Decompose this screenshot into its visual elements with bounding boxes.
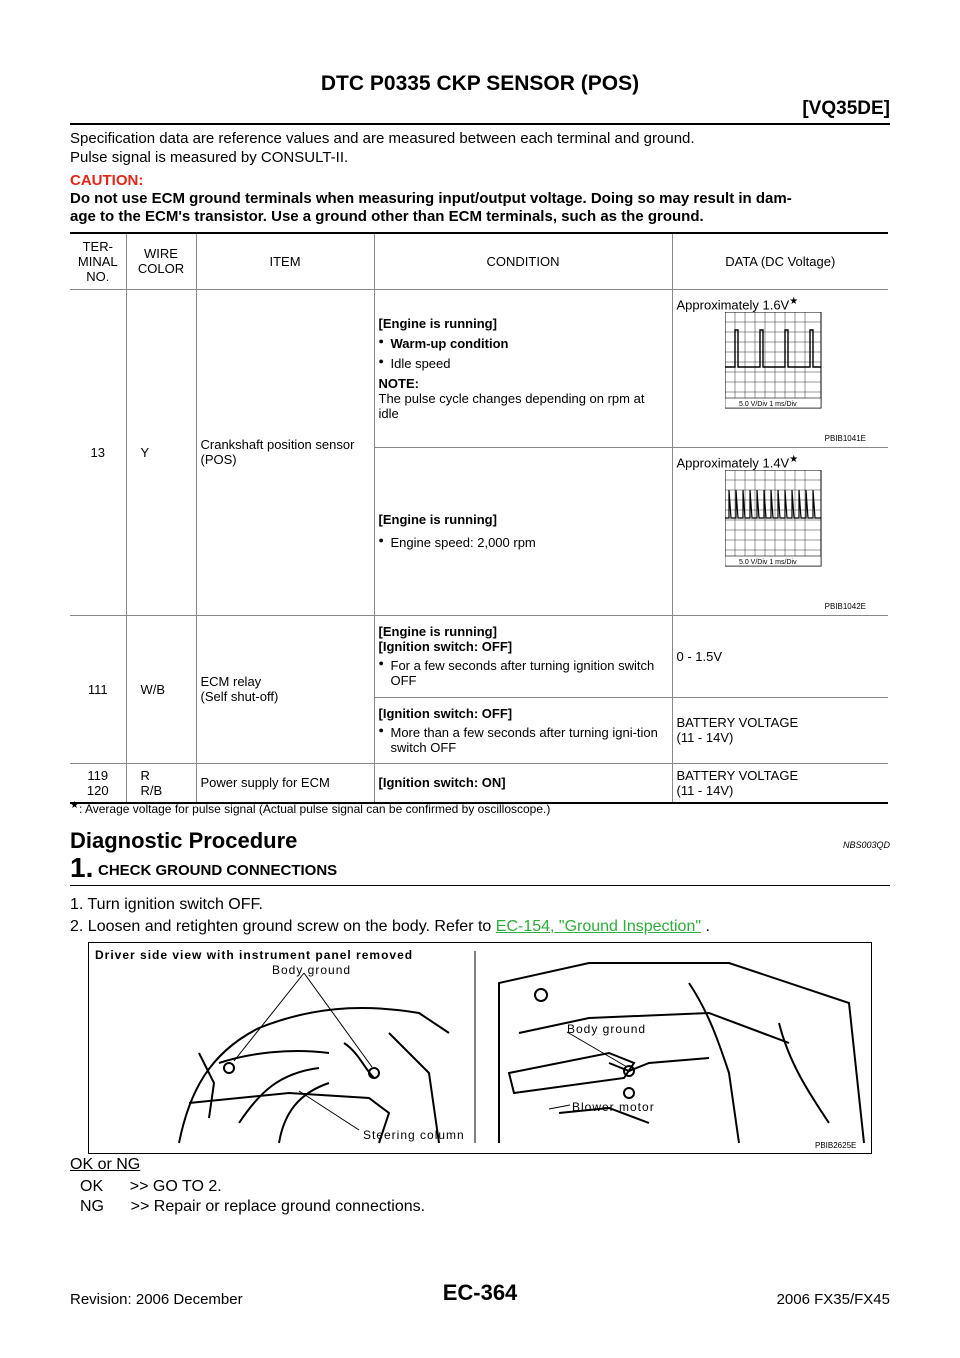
table-row [70,615,888,697]
step-title: CHECK GROUND CONNECTIONS [98,862,338,879]
footer-model: 2006 FX35/FX45 [776,1291,890,1308]
instruction-1: 1. Turn ignition switch OFF. [70,896,263,913]
result-ng: NG >> Repair or replace ground connections. [80,1198,426,1215]
cell-item: ECM relay (Self shut-off) [196,615,374,763]
cell-data [672,289,888,447]
result-ok: OK >> GO TO 2. [80,1178,222,1195]
oscilloscope-waveform-1 [725,312,835,422]
condition-heading: [Ignition switch: OFF] [378,639,513,654]
condition-heading: [Engine is running] [378,512,497,527]
cell-wire: W/B [126,615,196,763]
figure-id: PBIB2625E [815,1141,857,1150]
cell-terminal: 13 [70,289,126,615]
footer-revision: Revision: 2006 December [70,1291,243,1308]
header-terminal: TER- MINAL NO. [70,233,126,289]
intro-line-2: Pulse signal is measured by CONSULT-II. [70,149,349,166]
scope-scale: 5.0 V/Div 1 ms/Div [738,558,797,566]
condition-bullet: ● Idle speed [379,356,668,371]
star-icon: ★ [789,453,799,465]
table-footnote: ★: Average voltage for pulse signal (Actual pulse signal can be confirmed by oscilloscope.) [70,800,551,816]
cell-wire: Y [126,289,196,615]
step-rule [70,885,890,886]
condition-heading: [Engine is running] [378,315,497,331]
figure-id: PBIB1041E [824,433,866,443]
cell-data: 0 - 1.5V [672,615,888,697]
header-rule [70,123,890,125]
oscilloscope-waveform-2 [725,470,835,580]
cell-condition: [Ignition switch: ON] [374,763,672,803]
table-header-row [70,233,888,289]
star-icon: ★ [70,800,79,811]
header-data: DATA (DC Voltage) [672,233,888,289]
instruction-2: 2. Loosen and retighten ground screw on the body. Refer to EC-154, "Ground Inspection" . [70,918,710,935]
condition-bullet: ● Engine speed: 2,000 rpm [379,535,668,550]
scope-scale: 5.0 V/Div 1 ms/Div [738,400,797,408]
intro-line-1: Specification data are reference values and are measured between each terminal and ground. [70,130,695,147]
figure-id: PBIB1042E [824,601,866,611]
label-body-ground: Body ground [567,1022,647,1036]
cell-terminal: 111 [70,615,126,763]
caution-line-1: Do not use ECM ground terminals when measuring input/output voltage. Doing so may result in dam- [70,190,792,207]
condition-bullet: ● For a few seconds after turning ignition switch OFF [379,658,668,688]
ok-ng-heading: OK or NG [70,1156,141,1173]
cell-data: BATTERY VOLTAGE (11 - 14V) [672,763,888,803]
header-wire-color: WIRE COLOR [126,233,196,289]
label-body-ground: Body ground [272,963,352,977]
condition-bullet: ● More than a few seconds after turning igni-tion switch OFF [379,725,668,755]
label-steering-column: Steering column [363,1128,465,1142]
cell-condition [374,697,672,763]
ground-location-illustration [89,943,871,1153]
note-text: The pulse cycle changes depending on rpm at idle [378,390,645,421]
cell-condition [374,447,672,615]
page-number: EC-364 [442,1280,518,1305]
label-blower-motor: Blower motor [572,1100,655,1114]
engine-code: [VQ35DE] [802,98,890,119]
cell-item: Crankshaft position sensor (POS) [196,289,374,615]
cell-condition [374,289,672,447]
ground-inspection-link[interactable]: EC-154, "Ground Inspection" [495,918,702,935]
condition-bullet: ● Warm-up condition [379,336,668,351]
terminal-spec-table [70,232,888,804]
condition-heading: [Ignition switch: OFF] [378,705,513,721]
table-row [70,763,888,803]
condition-heading: [Engine is running] [378,624,497,639]
caution-title: CAUTION: [70,172,144,189]
data-value: Approximately 1.6V★ [676,295,799,312]
header-item: ITEM [196,233,374,289]
ground-location-figure [88,942,872,1154]
header-condition: CONDITION [374,233,672,289]
note-title: NOTE: [378,375,419,391]
cell-data [672,447,888,615]
figure-caption: Driver side view with instrument panel removed [95,948,414,962]
page-title: DTC P0335 CKP SENSOR (POS) [320,72,640,95]
step-number: 1. [70,852,94,883]
caution-line-2: age to the ECM's transistor. Use a ground other than ECM terminals, such as the ground. [70,208,704,225]
table-row [70,289,888,447]
section-title: Diagnostic Procedure [70,828,298,853]
cell-condition [374,615,672,697]
star-icon: ★ [789,295,799,307]
section-code: NBS003QD [842,840,890,850]
cell-item: Power supply for ECM [196,763,374,803]
data-value: Approximately 1.4V★ [676,453,799,470]
cell-wire: R R/B [126,763,196,803]
cell-terminal: 119 120 [70,763,126,803]
cell-data: BATTERY VOLTAGE (11 - 14V) [672,697,888,763]
